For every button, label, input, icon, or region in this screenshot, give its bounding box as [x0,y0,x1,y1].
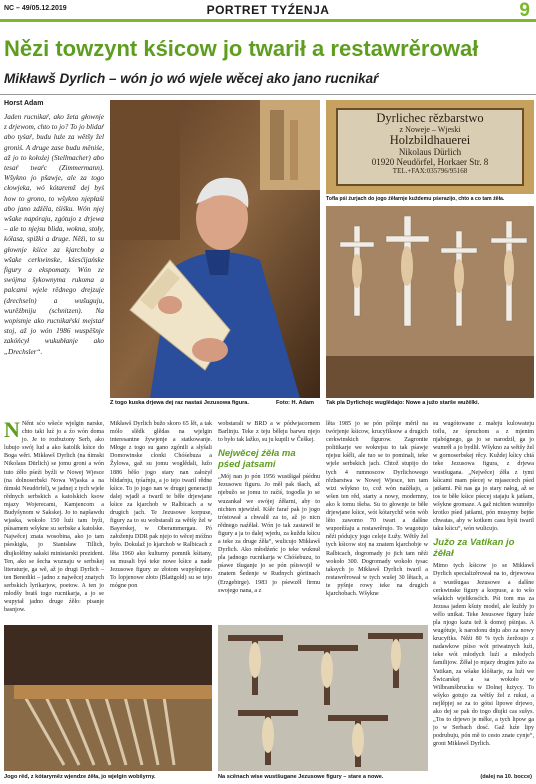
column-3-text-a: wobstarali w BRD a w pódwjacornem Barlinju. Teke z teju běleju barwu njejo to było tak lažko, su ju kupili w Češkej. [218,421,320,444]
sign-line-3: Holzbildhauerei [389,133,471,147]
sign-line-4: Nikolaus Dürlich [398,147,462,157]
page-header [0,0,536,22]
column-5-text-a: su wugótowane z małeju kulowateju toflu, ze śpruchom a z mjenim njabógnego, ga jo se narodził, ga jo wumrěł a jo bydlił. Wšykno za wětšy žel w gornoserbskej rěcy. Kuždej kśicy chtá teke Jezusowa figura, z drjewa wustšugana. „Nejwěcej źěła z tymi kśicami mam pśecej w mjasecech pśed jatšami. Pśi nas ga jo stary nałog, až se tos te běłe kśice pśecej stajaju k jatšam, wšykne gromaze. A gaž nichten wumrějo krotko pśed jatšami, pón musymy bejńe chwatas, aby w kotkem casu byśi twaril taku kśicu“, wón wulicujo. [433,421,534,533]
sign-line-6: TEL.+FAX:035796/95168 [392,167,468,175]
issue-number: NC – 49/05.12.2019 [4,5,67,12]
tools-photo-caption: Jogo rěd, z kótaryměz wjendze źěła, jo wjelgin wobšyrny. [4,774,156,780]
article-column-2 [110,420,212,620]
main-photo [110,100,320,398]
section-title: PORTRET TYŹENJA [206,3,330,17]
column-5-text-b: Mimo tych kśicow jo se Mikławš Dyrlich specializěrował na to, drjewowa a wustšugaa Jezusowe a dalšne cerkwinske figury a korpuse, a to wšo wšakich wjelikosćich. Pśi tom ma za Jezusa jadem kšuty model, ale kuždy jo wělo unikat. Teke Jesusowe figury luźe pla njogo każu tež k domoj pśinjas. A wugótuje, k narodonu dnju abo za nowy krucyfiks. Něźi 80 % tych źeržoujo z nadawkow pśiso wót priwatnych luźi, teke wót młodych luźi a młodych familijow. Źěłał jo mjazy drugim južo za Vatikan, za wšake klóštarje, za luźi we Šwicarskej a sa wokoło w Wilbramšbrucku w Dolnej łużycy. To wšyko gotujo za wětšy žel z rukui, a nejlěpjej se za to gótsi lipowe drjewo, ako dej se pak do togo dłujki cas sušys. „Tos to drjewo je měke, a tych lipow ga jo w Serbach dosć. Gaž luźe lipy podrubuju, pón mě to cesto znate cynje“, groni Mikławš Dyrlich. [433,563,534,748]
sign-line-2: z Noweje – Wjeski [399,125,461,134]
lead-paragraph: Jaden rucnikaŕ, ako žeta głownje z drjewom, chto to jo? To jo blidaŕ abo tyśaŕ, budu luźe za wětšy žel groniś. A druge zase budu měniśe, až jo to kołoźej (Stellmacher) abo tesaŕ twaŕc (Zimmermann). Wšykno jo pšawje, ale za togo cłowjeka, wó kótaremž dej byś how to grono, to wšykno njepłaśi abo jano zdźěla, tśiśku. Wón njej wšake napóraju, zgótujo z drjewa – ale to njejsu blida, wokna, stoły, kólasa, spižki a druge. Něźi, to su głownje kśice za kjarchoby a wšake cerkwinske, kśesćijańske figury a ekspomaty. Wón ze swójma šykownyma rukoma a palcami wjele rědnego drejzuje (drechseln) a wušuguju, wurěźbniju (schnitzen). Na wopismje ako rucnikaŕski mejstaŕ stoj, až jo wón 1986 wuspěšnje zakóńcył wukubłanje ako „Drechsler“. [4,113,104,356]
main-photo-credit: Foto: H. Adam [276,400,315,406]
tools-photo [4,625,212,771]
continued-note: (dalej na 10. bocce) [480,774,532,780]
title-divider [0,94,536,95]
column-1-text: Něnt sćo wšeće wjelgin narske, chto taki luź jo a źo wón doma jo. Je to rozbużony Serb, ako lubujo swój lud a ako katolik kśice do Boga wěri. Mikławš Dyrlich (na ńimski Nikolaus Dürlich) se jomu groni a wón tuto źěło pśeźi byźli w Nowej Wjesce (na dolnoserbski Nowa Wjaska a na ńimski Neudörfel), w jadnej z tych wjele rědnych serbskich a katolskich ksow mjazy Wojerecami, Kamjencom a Budyšynom w Sakskej. Jo to napšawdu wjaska, wokoło 150 luźi tam byźi, pśisamem wšykne su serbske a katolske. Najwěcej znata wosobina, ako jo tam pśeskigła, jo Stanisław Tillich, dłujkolětny sakski ministarski prezident. Ten, ako se šecha wuznaju w serbskej literaturje, ga wě, až jo drugi Dyrlich – ten Benedikt – jadno z najwěcej znatych serbskich lyrikarjow, poetow. A ten jo młodšy bratš togo rucnikarja, a jo se wupytał jadno druge źěło: pisanje basnjow. [4,421,104,614]
workshop-sign-photo [326,100,534,194]
page-number: 9 [519,0,530,21]
figures-photo [218,625,428,771]
subheading-2: Južo za Vatikan jo źěłał [433,537,515,560]
column-3-text-b: „Mój nan jo pón 1956 wustšigał pśédnu Jezusowu figuru. Jo měł pak tšach, až njebužo se jomu to raźiś, togodla jo se wuzankał we swójej źěłarni, aby to nichten njewiźeł. Kśěr faraŕ pak jo jogo tróstował a chwalił za to, až jo nicn rědnego naźěłał. Wón jo tak zastawił te figury a ja to dalej wjedu, za kuždu kśicu a teke za druge źěła“, wulicujo Mikławš Dyrlich. Ako młodźeńc jo teke wuknuł pla jadnogo rucnikarja w Chóśebuzu, to pśawe tšuganje jo se pón pśiswojił w znatem Šedenje w Rudnych góriinach (Erzgebirge). 1983 jo pśewzěł firmu swojego nana, a z [218,474,320,594]
article-column-3 [218,420,320,620]
article-column-1 [4,420,104,620]
main-photo-caption: Z togo kuska drjewa dej raz nastaś Jezusowa figura. [110,400,249,406]
workshop-photo [326,206,534,398]
article-subtitle: Mikławš Dyrlich – wón jo wó wjele wěcej ako jano rucnikaŕ [4,71,379,86]
sign-line-1: Dyrlichec rězbarstwo [376,111,484,125]
drop-cap: N [4,420,20,442]
sign-photo-caption: Tofla pśi źurjach do jogo źěłarnje kuždemu pśerazijo, chto a co tam źěła. [326,196,505,202]
sign-line-5: 01920 Neudörfel, Horkaer Str. 8 [371,157,489,167]
column-4-text: lěta 1985 jo se pón pólnje měrił na twórjenje kśicow, krucyfiksow a drugich cerkwinskich figurow. Zagronite politikarje we wokrejsu to tak pśawje njejsu kśěli, ale tuo se to pominali, teke wjele serbskich jach. Chtož stupijo do tych 4 rumnoscow Dyrlichowego rězbarstwa w Nowej Wjesce, ten tam wizi wšykno to, což wón naźěłajo, a wšen ten rěd, starty a nowy, modernny, ako k tomu tšeba. Su to głownje te běłe drjewjane kśice, wót kótarychž wón wób lěto zawomo 70 twari a dalšne wuporěźaju a restawrěrujo. To wugotujo něźi pódujcy jogo celeje Łužy. Wětšy žel tych kśicow stoj na znatem kjarchobje w Ralbicach, dogromady jo jich tam něźi wokoło 300. Dogromady wokoło tysac taksych jo Mikławš Dyrlich twaril a restawrěrował w tych wušej 30 lětach, a te pyšnje rowy teke na drugich kjarchobach. Wšykne [326,421,428,597]
article-column-5 [433,420,534,770]
article-column-4 [326,420,428,620]
article-title: Nězi towzynt kśicow jo twarił a restawrěrował [4,36,479,61]
sign-board [336,108,524,186]
column-2-text: Mikławš Dyrlich bužo skoro 65 lět, a tak mólo slědk glědas na wjelgin interesantne žywjenje a statkowanje. Młoge z togo su gano zgónili a słyšali Domowinske clonki Chóśebuza a Žylowa, gaž su jomu woglědali, lužo 1886 běšo jogo stary nan założył blidaŕnju, tyśaŕnju, a jo tejo twaril rědne kśice. To jo jogo nan w drugej generaciji dalej wjadł a twaril te běłe drjewjane kśice za kjarchob w Ralbicach a w drugich jach. Te Jezusowe korpuse, figury za to su wobstarali za wětšy žel w Bayerskej, w Oberammergau. Pó załoženju DDR pak njejo to wěcej móžno było. Dokulaž jo kjarchob w Ralbicach z lěta 1960 ako kulturny pomnik kśitany, su musali byś teke nowe kśice a nade Jezusowe figury ze złotom wupyšnjone. To lopjenowe złoto (Blattgold) su se tejo mógne pon [110,421,212,589]
subheading-1: Nejwěcej źěła ma pśed jatsami [218,448,296,471]
workshop-photo-caption: Tak pla Dyrlichojc wuglědajo: Nowe a južo starše wužělki. [326,400,480,406]
figures-photo-caption: Na scěnach wise wustšugane Jezusowe figury – stare a nowe. [218,774,384,780]
author-byline: Horst Adam [4,100,44,107]
